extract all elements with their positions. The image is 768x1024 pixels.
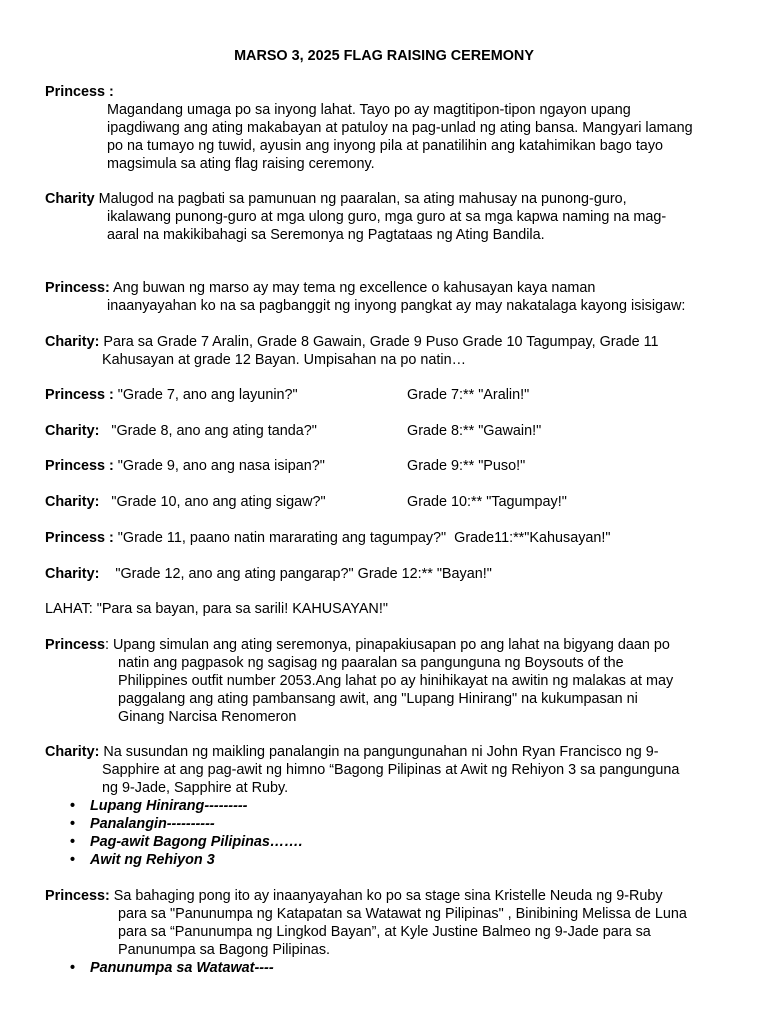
- speaker-label: Princess: [45, 637, 106, 653]
- page-title: MARSO 3, 2025 FLAG RAISING CEREMONY: [234, 48, 534, 64]
- paragraph-princess-theme: [45, 279, 735, 315]
- qa-row-grade-12: [45, 565, 735, 583]
- text-line: inaanyayahan ko na sa pagbanggit ng inyong pangkat ay may nakatalaga kayong isisigaw:: [107, 298, 686, 314]
- text-line: natin ang pagpasok ng sagisag ng paaralan sa pangunguna ng Boysouts of the: [118, 655, 624, 671]
- paragraph-princess-oath: [45, 887, 735, 959]
- question-text: "Grade 9, ano ang nasa isipan?": [113, 458, 325, 474]
- answer-text: Grade 8:** "Gawain!": [407, 423, 542, 439]
- text-line: Magandang umaga po sa inyong lahat. Tayo po ay magtitipon-tipon ngayon upang: [107, 102, 631, 118]
- text-line: para sa “Panunumpa ng Lingkod Bayan”, at Kyle Justine Balmeo ng 9-Jade para sa: [118, 924, 651, 940]
- paragraph-charity-grades: [45, 333, 735, 369]
- question-text: "Grade 12, ano ang ating pangarap?" Grade 12:** "Bayan!": [99, 566, 492, 582]
- text-line: paggalang ang ating pambansang awit, ang "Lupang Hinirang" na kukumpasan ni: [118, 691, 638, 707]
- list-item: • Pag-awit Bagong Pilipinas…….: [90, 833, 303, 851]
- list-item: • Lupang Hinirang---------: [90, 797, 247, 815]
- answer-text: Grade 9:** "Puso!": [407, 458, 526, 474]
- text-line: ikalawang punong-guro at mga ulong guro, mga guro at sa mga kapwa naming na mag-: [107, 209, 667, 225]
- text-line: : Upang simulan ang ating seremonya, pinapakiusapan po ang lahat na bigyang daan po: [105, 637, 670, 653]
- question-text: "Grade 11, paano natin mararating ang tagumpay?" Grade11:**"Kahusayan!": [113, 530, 611, 546]
- speaker-label: Charity:: [45, 744, 100, 760]
- text-line: po na tumayo ng tuwid, ayusin ang inyong pila at panatilihin ang katahimikan bago tayo: [107, 138, 664, 154]
- speaker-label: Princess :: [45, 387, 114, 403]
- speaker-label: Charity:: [45, 423, 100, 439]
- answer-text: Grade 7:** "Aralin!": [407, 387, 530, 403]
- text-line: Ginang Narcisa Renomeron: [118, 709, 297, 725]
- text-line: aaral na makikibahagi sa Seremonya ng Pagtataas ng Ating Bandila.: [107, 227, 545, 243]
- qa-row-grade-7: [45, 386, 735, 404]
- speaker-label: Charity:: [45, 566, 100, 582]
- text-line: Sa bahaging pong ito ay inaanyayahan ko po sa stage sina Kristelle Neuda ng 9-Ruby: [109, 888, 663, 904]
- text-line: ng 9-Jade, Sapphire at Ruby.: [102, 780, 289, 796]
- qa-row-grade-9: [45, 457, 735, 475]
- text-line: magsimula sa ating flag raising ceremony.: [107, 156, 375, 172]
- paragraph-princess-intro: [45, 83, 735, 173]
- answer-text: Grade 10:** "Tagumpay!": [407, 494, 567, 510]
- text-line: Ang buwan ng marso ay may tema ng excellence o kahusayan kaya naman: [109, 280, 596, 296]
- text-line: Philippines outfit number 2053.Ang lahat po ay hinihikayat na awitin ng malakas at may: [118, 673, 674, 689]
- qa-row-grade-11: [45, 529, 735, 547]
- speaker-label: Charity:: [45, 494, 100, 510]
- paragraph-charity-prayer: [45, 743, 735, 797]
- speaker-label: Princess :: [45, 84, 114, 100]
- list-item: • Panalangin----------: [90, 815, 215, 833]
- text-line: para sa "Panunumpa ng Katapatan sa Watawat ng Pilipinas" , Binibining Melissa de Luna: [118, 906, 687, 922]
- text-line: Malugod na pagbati sa pamunuan ng paaralan, sa ating mahusay na punong-guro,: [94, 191, 627, 207]
- list-item: • Panunumpa sa Watawat----: [90, 959, 274, 977]
- text-line: Na susundan ng maikling panalangin na pangungunahan ni John Ryan Francisco ng 9-: [99, 744, 659, 760]
- text-line: Para sa Grade 7 Aralin, Grade 8 Gawain, Grade 9 Puso Grade 10 Tagumpay, Grade 11: [99, 334, 659, 350]
- qa-row-grade-8: [45, 422, 735, 440]
- text-line: Kahusayan at grade 12 Bayan. Umpisahan na po natin…: [102, 352, 467, 368]
- speaker-label: Princess :: [45, 458, 114, 474]
- paragraph-charity-greeting: [45, 190, 735, 244]
- text-line: ipagdiwang ang ating makabayan at patuloy na pag-unlad ng ating bansa. Mangyari lamang: [107, 120, 693, 136]
- question-text: "Grade 7, ano ang layunin?": [113, 387, 298, 403]
- lahat-line: LAHAT: "Para sa bayan, para sa sarili! KAHUSAYAN!": [45, 601, 388, 617]
- speaker-label: Charity: [45, 191, 95, 207]
- qa-row-grade-10: [45, 493, 735, 511]
- question-text: "Grade 10, ano ang ating sigaw?": [99, 494, 326, 510]
- speaker-label: Princess :: [45, 530, 114, 546]
- speaker-label: Princess:: [45, 888, 110, 904]
- speaker-label: Princess:: [45, 280, 110, 296]
- text-line: Panunumpa sa Bagong Pilipinas.: [118, 942, 331, 958]
- question-text: "Grade 8, ano ang ating tanda?": [99, 423, 317, 439]
- paragraph-princess-opening: [45, 636, 735, 726]
- speaker-label: Charity:: [45, 334, 100, 350]
- list-item: • Awit ng Rehiyon 3: [90, 851, 215, 869]
- text-line: Sapphire at ang pag-awit ng himno “Bagong Pilipinas at Awit ng Rehiyon 3 sa pangunguna: [102, 762, 680, 778]
